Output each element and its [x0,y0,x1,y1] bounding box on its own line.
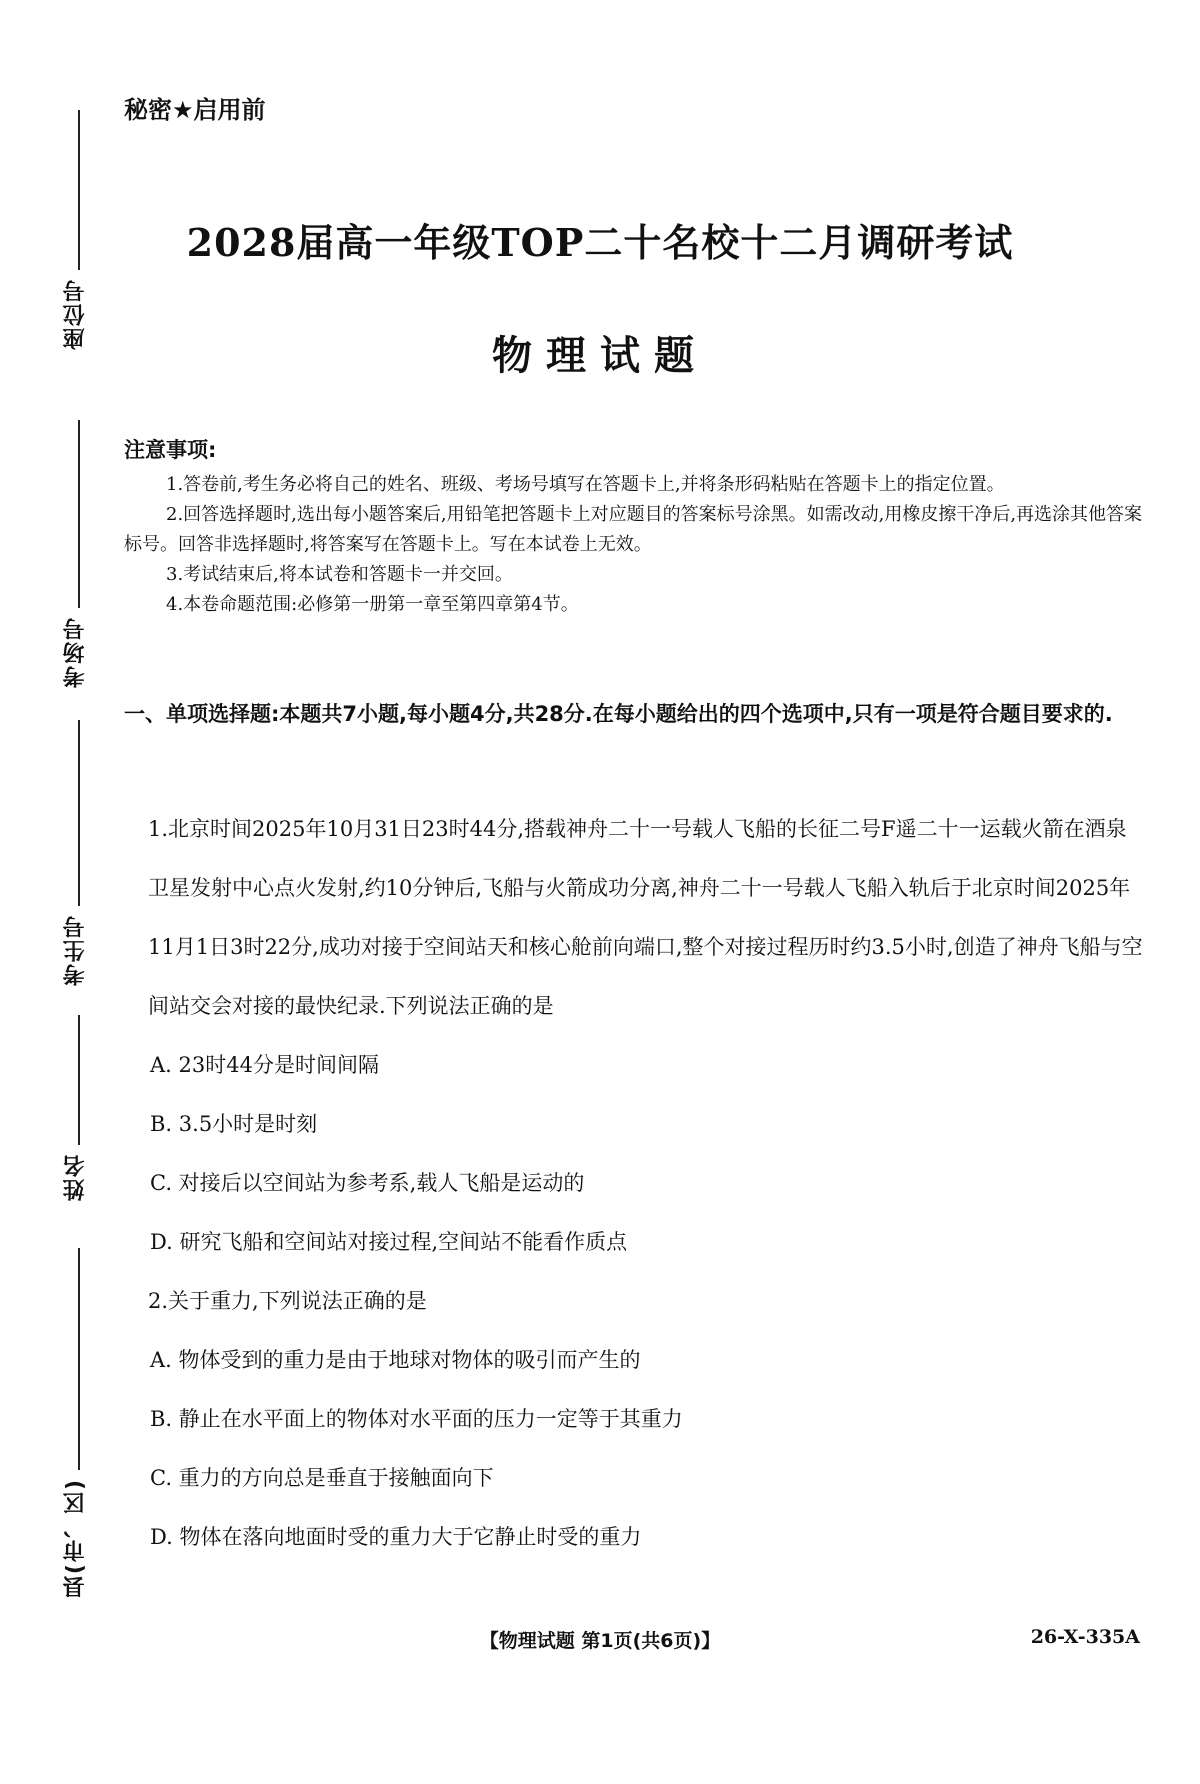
notice-item: 4.本卷命题范围:必修第一册第一章至第四章第4节。 [166,594,579,615]
page-footer: 【物理试题 第1页(共6页)】 [479,1630,721,1652]
exam-title: 2028届高一年级TOP二十名校十二月调研考试 [186,220,1014,265]
margin-label-room: 考场号 [63,616,88,688]
margin-blank-line [78,720,80,906]
option-d: D. 物体在落向地面时受的重力大于它静止时受的重力 [150,1525,642,1549]
option-a: A. 23时44分是时间间隔 [150,1053,379,1077]
margin-label-county: 县(市、区) [63,1478,88,1599]
option-b: B. 3.5小时是时刻 [150,1112,318,1136]
question-2 [148,1272,1144,1567]
margin-label-student-id: 考生号 [63,914,88,986]
option-d: D. 研究飞船和空间站对接过程,空间站不能看作质点 [150,1230,628,1254]
option-c: C. 重力的方向总是垂直于接触面向下 [150,1466,494,1490]
notice-item: 2.回答选择题时,选出每小题答案后,用铅笔把答题卡上对应题目的答案标号涂黑。如需改动,用橡皮擦干净后,再选涂其他答案标号。回答非选择题时,将答案写在答题卡上。写在本试卷上无效。 [124,504,1143,555]
margin-label-seat: 座位号 [63,278,88,350]
margin-label-name: 姓名 [63,1153,88,1201]
notice-item: 1.答卷前,考生务必将自己的姓名、班级、考场号填写在答题卡上,并将条形码粘贴在答题卡上的指定位置。 [166,474,1005,495]
question-stem: 1.北京时间2025年10月31日23时44分,搭载神舟二十一号载人飞船的长征二号F遥二十一运载火箭在酒泉卫星发射中心点火发射,约10分钟后,飞船与火箭成功分离,神舟二十一号载人飞船入轨后于北京时间2025年11月1日3时22分,成功对接于空间站天和核心舱前向端口,整个对接过程历时约3.5小时,创造了神舟飞船与空间站交会对接的最快纪录.下列说法正确的是 [148,817,1143,1018]
confidential-label: 秘密★启用前 [124,96,266,124]
margin-field-room [58,420,88,688]
margin-blank-line [78,420,80,608]
margin-field-name [58,1015,88,1215]
margin-field-student-id [58,720,88,986]
notice-block [124,434,1144,620]
exam-subtitle: 物理试题 [492,333,708,379]
margin-blank-line [78,1015,80,1145]
option-a: A. 物体受到的重力是由于地球对物体的吸引而产生的 [150,1348,641,1372]
notice-heading: 注意事项: [124,438,217,462]
option-b: B. 静止在水平面上的物体对水平面的压力一定等于其重力 [150,1407,683,1431]
question-list [148,800,1144,1567]
margin-blank-line [78,1248,80,1470]
question-1 [148,800,1144,1272]
paper-code: 26-X-335A [1030,1626,1140,1648]
option-c: C. 对接后以空间站为参考系,载人飞船是运动的 [150,1171,585,1195]
notice-item: 3.考试结束后,将本试卷和答题卡一并交回。 [166,564,513,585]
section-heading: 一、单项选择题:本题共7小题,每小题4分,共28分.在每小题给出的四个选项中,只有一项是符合题目要求的. [124,702,1113,726]
margin-field-county [58,1248,88,1599]
question-stem: 2.关于重力,下列说法正确的是 [148,1289,427,1313]
